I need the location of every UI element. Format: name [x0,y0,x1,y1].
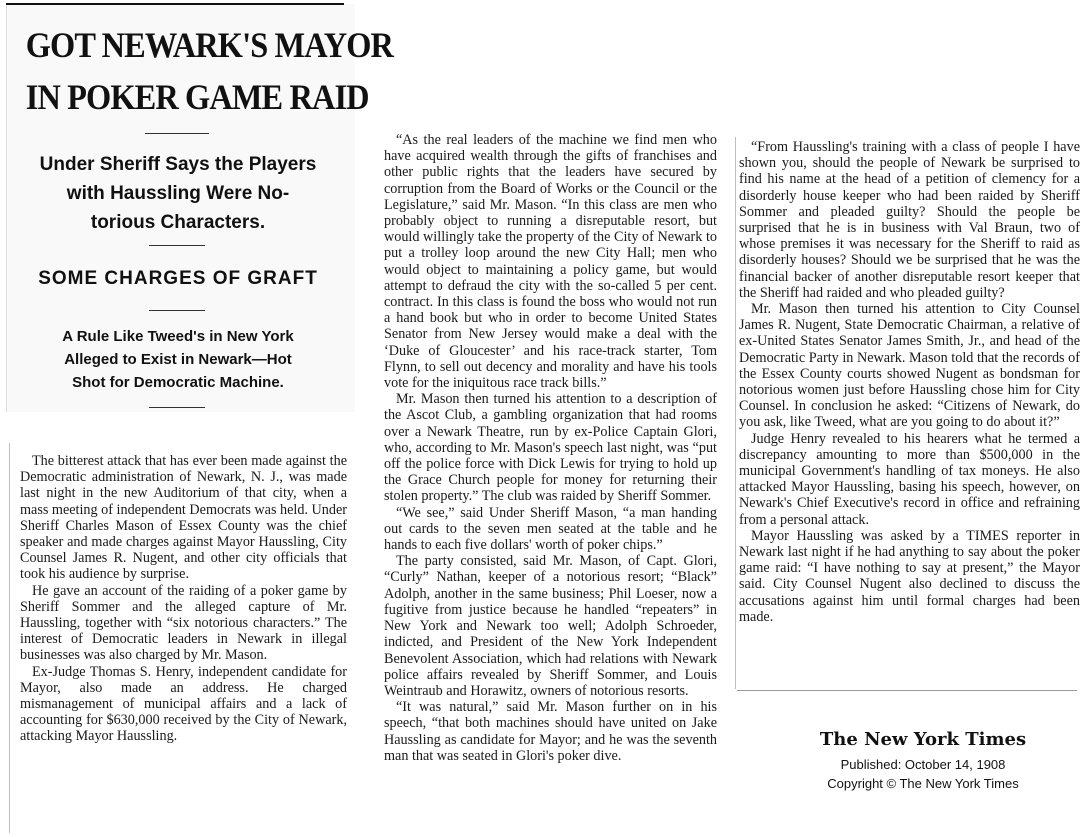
footer-divider [737,690,1077,691]
paragraph: “From Haussling's training with a class of people I have shown you, should the people of Newark be surprised to find his name at the head of a petition of clemency for a disorderly house keeper who had been raided by Sheriff Sommer and pleaded guilty? Should the people be surprised that he is in business with Val Braun, two of whose premises it was necessary for the Sheriff to raid as disorderly houses? Should we be surprised that he was the financial backer of another disreputable resort keeper that the Sheriff had raided and who pleaded guilty? [739,139,1080,301]
paragraph: Ex-Judge Thomas S. Henry, independent candidate for Mayor, also made an address. He charged mismanagement of municipal affairs and a lack of accounting for $630,000 received by the City of Newark, attacking Mayor Haussling. [20,663,347,745]
deck-1-line-1: Under Sheriff Says the Players [39,154,317,175]
column-2 [380,128,725,828]
paragraph: He gave an account of the raiding of a poker game by Sheriff Sommer and the alleged capture of Mr. Haussling, together with “six notorious characters.” The interest of Democratic leaders in Newark in illegal businesses was also charged by Mr. Mason. [20,582,347,664]
headline-line-1: GOT NEWARK'S MAYOR [25,25,394,65]
article-col1-text [20,453,347,745]
deck-1-line-2: with Haussling Were No- [66,183,290,204]
article-col2-text [384,132,717,764]
paragraph: Judge Henry revealed to his hearers what he termed a discrepancy amounting to more than $500,000 in the municipal Government's handling of tax moneys. He also attacked Mayor Haussling, basing his speech, however, on Newark's Chief Executive's record in office and refraining from a personal attack. [739,430,1080,528]
headline-line-2: IN POKER GAME RAID [25,77,369,117]
column-3 [735,133,1084,837]
paragraph: “As the real leaders of the machine we find men who have acquired wealth through the gifts of franchises and other public rights that the leaders have secured by corruption from the Board of Works or the Council or the Legislature,” said Mr. Mason. “In this class are men who probably object to running a disreputable resort, but would willingly take the property of the City of Newark to put a trolley loop around the new City Hall; men who would object to maintaining a policy game, but would attempt to defraud the city with the so-called 5 per cent. contract. In this class is found the boss who would not run a hand book but who in order to become United States Senator from New Jersey would make a deal with the ‘Duke of Gloucester’ and his race-track starter, Tom Flynn, to sell out decency and morality and have his tools vote for the iniquitous race track bills.” [384,132,717,392]
column-rule-right [735,137,736,689]
paragraph: Mr. Mason then turned his attention to City Counsel James R. Nugent, State Democratic Chairman, a relative of ex-United States Senator James Smith, Jr., and head of the Democratic Party in Newark. Mason told that the records of the Essex County courts showed Nugent as bondsman for notorious women just before Haussling chose him for City Counsel. In conclusion he asked: “Citizens of Newark, do you ask, like Tweed, what are you going to do about it?” [739,301,1080,431]
deck-3-line-1: A Rule Like Tweed's in New York [62,328,294,345]
paragraph: Mr. Mason then turned his attention to a description of the Ascot Club, a gambling organization that had rooms over a Newark Theatre, run by ex-Police Captain Glori, who, according to Mr. Mason's speech last night, was “put off the police force with Dick Lewis for trying to hold up the Grace Church people for money for returning their stolen property.” The club was raided by Sheriff Sommer. [384,391,717,505]
deck-rule-2 [149,310,205,311]
copyright-line: Copyright © The New York Times [827,776,1019,791]
published-date: Published: October 14, 1908 [840,757,1006,772]
article-col3-text [739,139,1080,625]
deck-rule-3 [149,407,205,408]
deck-3-line-2: Alleged to Exist in Newark—Hot [64,351,292,368]
column-1 [0,0,394,837]
paragraph: “It was natural,” said Mr. Mason further on in his speech, “that both machines should have united on Jake Haussling as candidate for Mayor; and he was the seventh man that was seated in Glori's poker dive. [384,699,717,764]
deck-1-line-3: torious Characters. [90,212,266,233]
headline-rule [145,133,209,134]
deck-rule-1 [149,245,205,246]
top-rule [6,3,344,5]
paragraph: “We see,” said Under Sheriff Mason, “a man handing out cards to the seven men seated at the table and he hands to each five dollars' worth of poker chips.” [384,504,717,554]
nytimes-logo: The New York Times [819,729,1027,750]
column-rule-left [9,443,10,833]
deck-3-line-3: Shot for Democratic Machine. [72,374,284,391]
paragraph: The bitterest attack that has ever been made against the Democratic administration of Newark, N. J., was made last night in the new Auditorium of that city, when a mass meeting of independent Democrats was held. Under Sheriff Charles Mason of Essex County was the chief speaker and made charges against Mayor Haussling, City Counsel James R. Nugent, and other city officials that took his audience by surprise. [20,453,348,583]
paragraph: The party consisted, said Mr. Mason, of Capt. Glori, “Curly” Nathan, keeper of a notorious resort; “Black” Adolph, another in the same business; Phil Loeser, now a fugitive from justice because he handled “repeaters” in New York and Newark too well; Adolph Schroeder, indicted, and President of the New York Independent Benevolent Association, which had relations with Newark police affairs revealed by Sheriff Sommer, and Louis Weintraub and Horawitz, owners of notorious resorts. [384,553,717,699]
deck-2: SOME CHARGES OF GRAFT [38,268,318,289]
paragraph: Mayor Haussling was asked by a TIMES reporter in Newark last night if he had anything to say about the poker game raid: “I have nothing to say at present,” the Mayor said. City Counsel Nugent also declined to discuss the accusations against him until formal charges had been made. [739,527,1080,625]
